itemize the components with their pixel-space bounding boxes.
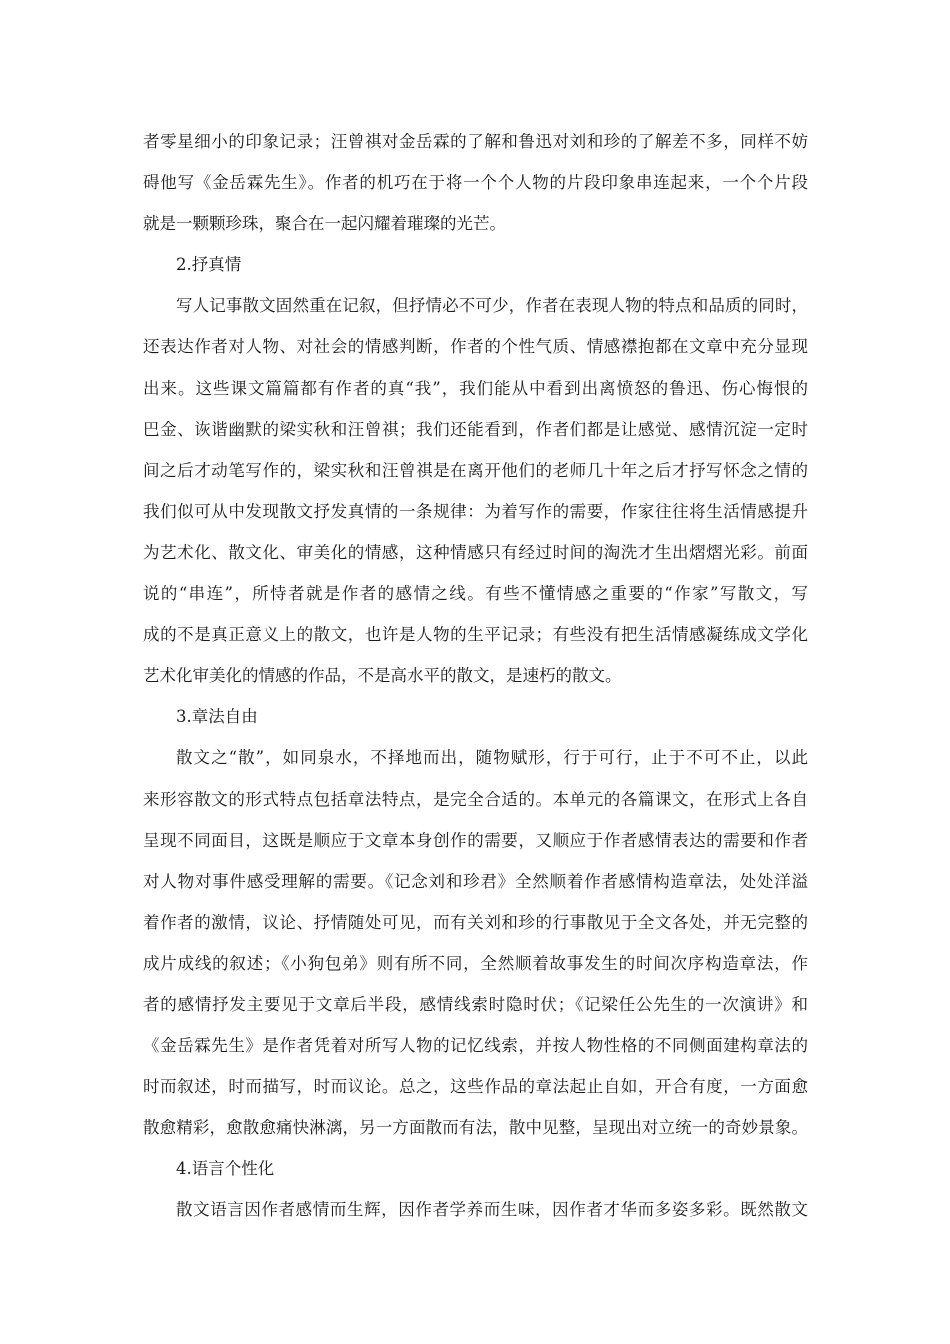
- text-line: 还表达作者对人物、对社会的情感判断，作者的个性气质、情感襟抱都在文章中充分显现: [143, 337, 808, 357]
- text-line: 间之后才动笔写作的，梁实秋和汪曾祺是在离开他们的老师几十年之后才抒写怀念之情的: [143, 460, 808, 480]
- text-line: 为艺术化、散文化、审美化的情感，这种情感只有经过时间的淘洗才生出熠熠光彩。前面: [143, 542, 808, 562]
- text-line: 散愈精彩，愈散愈痛快淋漓，另一方面散而有法，散中见整，呈现出对立统一的奇妙景象。: [143, 1118, 808, 1138]
- text-line: 就是一颗颗珍珠，聚合在一起闪耀着璀璨的光芒。: [143, 214, 506, 234]
- text-line: 出来。这些课文篇篇都有作者的真“我”，我们能从中看到出离愤怒的鲁迅、伤心悔恨的: [143, 378, 808, 398]
- text-line: 对人物对事件感受理解的需要。《记念刘和珍君》全然顺着作者感情构造章法，处处洋溢: [143, 871, 808, 891]
- text-line: 者零星细小的印象记录；汪曾祺对金岳霖的了解和鲁迅对刘和珍的了解差不多，同样不妨: [143, 132, 808, 151]
- paragraph-first-line: 散文语言因作者感情而生辉，因作者学养而生味，因作者才华而多姿多彩。既然散文: [176, 1200, 808, 1220]
- text-line: 我们似可从中发现散文抒发真情的一条规律：为着写作的需要，作家往往将生活情感提升: [143, 501, 808, 521]
- text-line: 碍他写《金岳霖先生》。作者的机巧在于将一个个人物的片段印象串连起来，一个个片段: [143, 173, 808, 193]
- section-heading: 2.抒真情: [176, 255, 242, 275]
- text-line: 成片成线的叙述；《小狗包弟》则有所不同，全然顺着故事发生的时间次序构造章法，作: [143, 953, 808, 973]
- text-line: 时而叙述，时而描写，时而议论。总之，这些作品的章法起止自如，开合有度，一方面愈: [143, 1077, 808, 1097]
- document-body: [143, 121, 808, 1231]
- text-line: 《金岳霖先生》是作者凭着对所写人物的记忆线索，并按人物性格的不同侧面建构章法的: [143, 1036, 808, 1056]
- text-line: 来形容散文的形式特点包括章法特点，是完全合适的。本单元的各篇课文，在形式上各自: [143, 789, 808, 809]
- paragraph-first-line: 写人记事散文固然重在记叙，但抒情必不可少，作者在表现人物的特点和品质的同时，: [176, 296, 808, 316]
- text-line: 者的感情抒发主要见于文章后半段，感情线索时隐时伏；《记梁任公先生的一次演讲》和: [143, 994, 808, 1014]
- text-line: 呈现不同面目，这既是顺应于文章本身创作的需要，又顺应于作者感情表达的需要和作者: [143, 830, 808, 850]
- section-heading: 3.章法自由: [176, 707, 258, 727]
- text-line: 成的不是真正意义上的散文，也许是人物的生平记录；有些没有把生活情感凝练成文学化: [143, 625, 808, 645]
- text-line: 着作者的激情，议论、抒情随处可见，而有关刘和珍的行事散见于全文各处，并无完整的: [143, 912, 808, 932]
- text-line: 艺术化审美化的情感的作品，不是高水平的散文，是速朽的散文。: [143, 666, 622, 686]
- section-heading: 4.语言个性化: [176, 1159, 275, 1179]
- text-line: 巴金、诙谐幽默的梁实秋和汪曾祺；我们还能看到，作者们都是让感觉、感情沉淀一定时: [143, 419, 808, 439]
- text-line: 说的“串连”，所恃者就是作者的感情之线。有些不懂情感之重要的“作家”写散文，写: [143, 584, 808, 604]
- paragraph-first-line: 散文之“散”，如同泉水，不择地而出，随物赋形，行于可行，止于不可不止，以此: [176, 748, 808, 768]
